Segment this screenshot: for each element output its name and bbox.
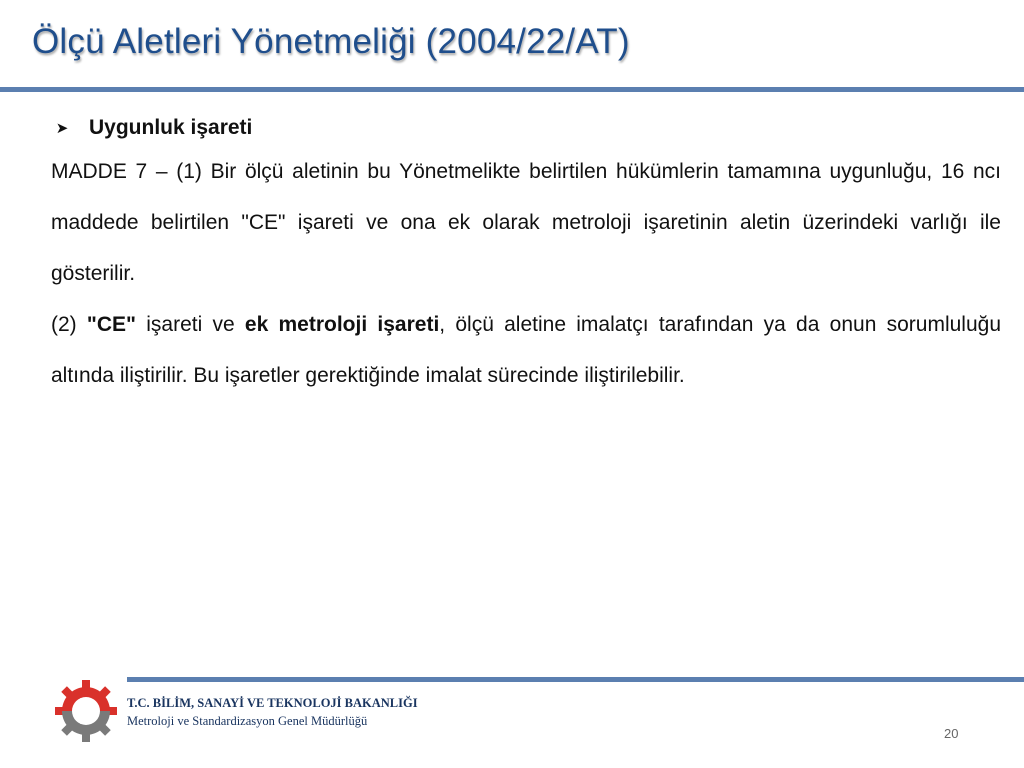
para2-text-1: (2) — [51, 313, 87, 336]
para2-bold-ce: "CE" — [86, 313, 136, 336]
slide-content — [51, 110, 1001, 401]
bullet-heading: Uygunluk işareti — [89, 116, 253, 139]
para2-text-2: işareti ve — [136, 313, 245, 336]
para2-bold-metrology: ek metroloji işareti — [244, 313, 440, 336]
title-divider — [0, 87, 1024, 92]
footer-divider — [127, 677, 1024, 682]
paragraph-article-7-1: MADDE 7 – (1) Bir ölçü aletinin bu Yönetmelikte belirtilen hükümlerin tamamına uygunluğu, 16 ncı maddede belirtilen "CE" işareti ve ona ek olarak metroloji işaretinin aletin üzerindeki varlığı ile gösterilir. — [51, 160, 1001, 285]
para2-text-3: , ölçü aletine imalatçı tarafından ya da onun sorumluluğu altında iliştirilir. Bu işaretler gerektiğinde imalat sürecinde iliştirilebilir. — [51, 313, 1001, 387]
gear-logo-icon — [53, 678, 119, 744]
paragraph-article-7-2 — [51, 299, 1001, 401]
page-number: 20 — [944, 726, 959, 741]
ministry-name: T.C. BİLİM, SANAYİ VE TEKNOLOJİ BAKANLIĞI — [127, 696, 418, 710]
bullet-item — [51, 110, 1001, 146]
organization-name — [127, 694, 418, 730]
arrow-bullet-icon: ➤ — [55, 120, 69, 137]
directorate-name: Metroloji ve Standardizasyon Genel Müdürlüğü — [127, 714, 368, 728]
slide-title: Ölçü Aletleri Yönetmeliği (2004/22/AT) — [32, 22, 630, 61]
